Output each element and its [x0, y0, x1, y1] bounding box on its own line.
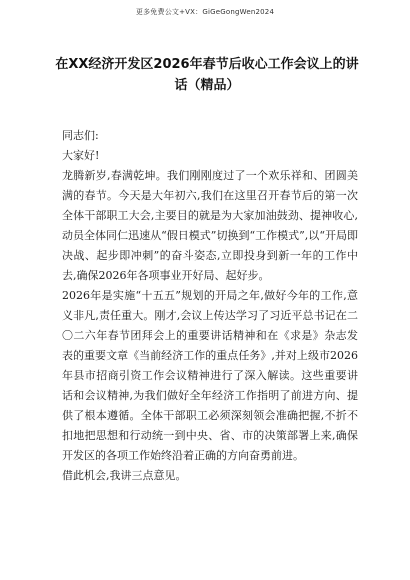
- document-body: [62, 126, 358, 486]
- greeting: 大家好!: [62, 149, 100, 162]
- document-title: 在XX经济开发区2026年春节后收心工作会议上的讲话（精品）: [55, 57, 359, 93]
- paragraph-3: 借此机会,我讲三点意见。: [62, 469, 187, 482]
- paragraph-2: 2026年是实施“十五五”规划的开局之年,做好今年的工作,意义非凡,责任重大。刚才,会议上传达学习了习近平总书记在二〇二六年春节团拜会上的重要讲话精神和在《求是》杂志发表的重要文章《当前经济工作的重点任务》,并对上级市2026年县市招商引资工作会议精神进行了深入解读。这些重要讲话和会议精神,为我们做好全年经济工作指明了前进方向、提供了根本遵循。全体干部职工必须深刻领会准确把握,不折不扣地把思想和行动统一到中央、省、市的决策部署上来,确保开发区的各项工作始终沿着正确的方向奋勇前进。: [62, 289, 358, 462]
- paragraph-1: 龙腾新岁,春满乾坤。我们刚刚度过了一个欢乐祥和、团圆美满的春节。今天是大年初六,我们在这里召开春节后的第一次全体干部职工大会,主要目的就是为大家加油鼓劲、提神收心,动员全体同仁迅速从“假日模式”切换到“工作模式”,以“开局即决战、起步即冲刺”的奋斗姿态,立即投身到新一年的工作中去,确保2026年各项事业开好局、起好步。: [62, 169, 358, 282]
- salutation: 同志们:: [62, 129, 99, 142]
- header-note: 更多免费公文+VX：GiGeGongWen2024: [135, 8, 275, 16]
